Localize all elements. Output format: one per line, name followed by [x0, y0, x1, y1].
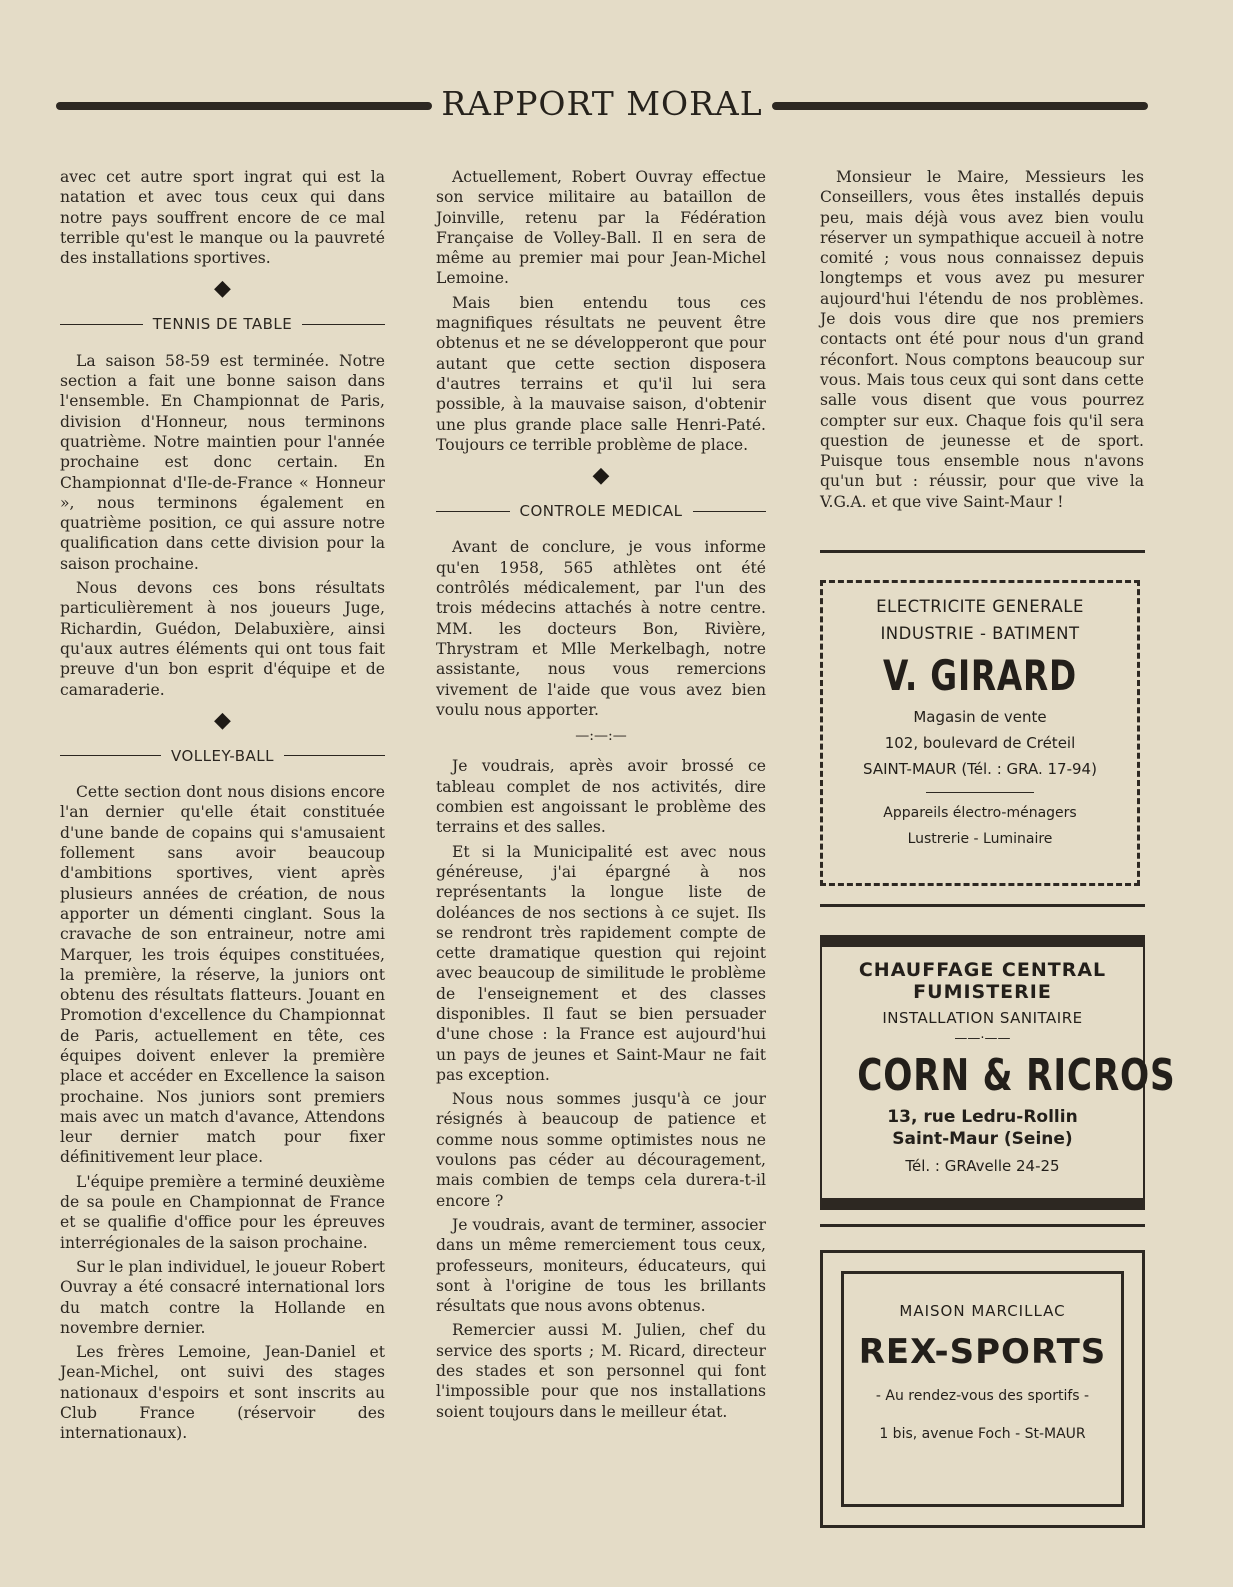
ad-brand-name: REX-SPORTS: [858, 1332, 1107, 1372]
body-paragraph: Je voudrais, avant de terminer, associer dans un même remerciement tous ceux, professeurs, moniteurs, éducateurs, qui sont à l'origine de tous les brillants résultats que nous avons obtenus.: [436, 1215, 766, 1316]
ad-brand-name: CORN & RICROS: [857, 1050, 1176, 1101]
divider: [926, 792, 1034, 793]
ad-line: CHAUFFAGE CENTRAL: [858, 959, 1107, 981]
intro-paragraph: avec cet autre sport ingrat qui est la natation et avec tous ceux qui dans notre pays souffrent encore de ce mal terrible qu'est le manque ou la pauvreté des installations sportives.: [60, 168, 385, 268]
page-title: RAPPORT MORAL: [441, 84, 763, 123]
advertisement-rex-sports: [820, 1250, 1145, 1528]
ad-line: INDUSTRIE - BATIMENT: [880, 624, 1080, 643]
diamond-ornament-icon: ◆: [214, 276, 231, 302]
tennis-paragraph: Nous devons ces bons résultats particulièrement à nos joueurs Juge, Richardin, Guédon, Delabuxière, ainsi qu'aux autres éléments qui ont tous fait preuve d'un bon esprit d'équipe et de camaraderie.: [60, 579, 385, 699]
volley-paragraph: L'équipe première a terminé deuxième de sa poule en Championnat de France et se qualifie d'office pour les épreuves interrégionales de la saison prochaine.: [60, 1172, 385, 1252]
diamond-ornament-icon: ◆: [214, 707, 231, 733]
ad-line: INSTALLATION SANITAIRE: [882, 1009, 1083, 1027]
ad-line: FUMISTERIE: [913, 981, 1052, 1003]
section-heading-tennis: [60, 314, 385, 334]
divider: [820, 904, 1145, 907]
ad-brand-name: V. GIRARD: [882, 651, 1078, 700]
advertisement-corn-ricros: [820, 935, 1176, 1210]
body-paragraph: Nous nous sommes jusqu'à ce jour résignés à beaucoup de patience et comme nous somme optimistes nous ne voulons pas céder au découragement, mais combien de temps cela durera-t-il encore ?: [436, 1090, 766, 1210]
section-title: TENNIS DE TABLE: [152, 315, 293, 334]
ad-slogan: - Au rendez-vous des sportifs -: [875, 1388, 1090, 1404]
ad-line: MAISON MARCILLAC: [899, 1302, 1066, 1320]
ad-inner-frame: [841, 1271, 1124, 1507]
ad-city: Saint-Maur (Seine): [892, 1129, 1073, 1149]
controle-paragraph: Avant de conclure, je vous informe qu'en 1958, 565 athlètes ont été contrôlés médicalement, par l'un des trois médecins attachés à notre centre. MM. les docteurs Bon, Rivière, Thrystram et Mlle Merkelbagh, notre assistante, nous vous remercions vivement de l'aide que vous avez bien voulu nous apporter.: [436, 538, 766, 719]
text-separator: —:—:—: [575, 728, 627, 745]
section-title: CONTROLE MEDICAL: [519, 502, 683, 521]
section-heading-controle: [436, 501, 766, 521]
column-2: [436, 167, 766, 1426]
divider: [820, 550, 1145, 553]
ad-address: 1 bis, avenue Foch - St-MAUR: [879, 1426, 1086, 1442]
divider: [820, 1224, 1145, 1227]
section-title: VOLLEY-BALL: [170, 746, 275, 765]
ad-line: Appareils électro-ménagers: [883, 805, 1077, 821]
column-1: [60, 167, 385, 1448]
page-header: [56, 84, 1148, 128]
ad-address: 102, boulevard de Créteil: [884, 734, 1076, 752]
body-paragraph: Et si la Municipalité est avec nous généreuse, j'ai épargné à nos représentants la longue liste de doléances de nos sections à ce sujet. Ils se rendront très rapidement compte de cette dramatique question qui rejoint avec beaucoup de similitude le problème de l'enseignement et des classes disponibles. Il faut se bien persuader d'une chose : la France est aujourd'hui un pays de jeunes et Saint-Maur ne fait pas exception.: [436, 842, 766, 1084]
body-paragraph: Actuellement, Robert Ouvray effectue son service militaire au bataillon de Joinville, retenu par la Fédération Française de Volley-Ball. Il en sera de même au premier mai pour Jean-Michel Lemoine.: [436, 168, 766, 288]
header-rule-right: [772, 102, 1148, 110]
ad-separator: ——·——: [954, 1031, 1011, 1046]
ad-city-tel: SAINT-MAUR (Tél. : GRA. 17-94): [863, 760, 1097, 778]
closing-paragraph: Monsieur le Maire, Messieurs les Conseillers, vous êtes installés depuis peu, mais déjà vous avez bien voulu réserver un sympathique accueil à notre comité ; vous nous connaissez depuis longtemps et vous avez pu mesurer aujourd'hui l'étendu de nos problèmes. Je dois vous dire que nos premiers contacts ont été pour nous d'un grand réconfort. Nous comptons beaucoup sur vous. Mais tous ceux qui sont dans cette salle vous disent que vous pourrez compter sur eux. Chaque fois qu'il sera question de jeunesse et de sport. Puisque tous ensemble nous n'avons qu'un but : réussir, pour que vive la V.G.A. et que vive Saint-Maur !: [820, 168, 1144, 511]
diamond-ornament-icon: ◆: [592, 463, 610, 489]
ad-border-bar: [820, 1198, 1145, 1210]
ad-border-bar: [820, 935, 1145, 947]
volley-paragraph: Sur le plan individuel, le joueur Robert Ouvray a été consacré international lors du match contre la Hollande en novembre dernier.: [60, 1257, 385, 1337]
ad-line: Magasin de vente: [913, 708, 1047, 726]
ad-tel: Tél. : GRAvelle 24-25: [905, 1157, 1060, 1175]
ad-line: Lustrerie - Luminaire: [907, 831, 1053, 847]
volley-paragraph: Cette section dont nous disions encore l'an dernier qu'elle était constituée d'une bande de copains qui s'amusaient follement sans avoir beaucoup d'ambitions sportives, vient après plusieurs années de création, de nous apporter un démenti cinglant. Sous la cravache de son entraineur, notre ami Marquer, les trois équipes constituées, la première, la réserve, la juniors ont obtenu des résultats flatteurs. Jouant en Promotion d'excellence du Championnat de Paris, actuellement en tête, ces équipes doivent enlever la première place et accéder en Excellence la saison prochaine. Nos juniors sont premiers mais avec un match d'avance, Attendons leur dernier match pour fixer définitivement leur place.: [60, 783, 385, 1167]
header-rule-left: [56, 102, 432, 110]
volley-paragraph: Les frères Lemoine, Jean-Daniel et Jean-Michel, ont suivi des stages nationaux d'espoirs et sont inscrits au Club France (réservoir des internationaux).: [60, 1343, 385, 1443]
column-3: [820, 167, 1144, 516]
tennis-paragraph: La saison 58-59 est terminée. Notre section a fait une bonne saison dans l'ensemble. En Championnat de Paris, division d'Honneur, nous terminons quatrième. Notre maintien pour l'année prochaine est donc certain. En Championnat d'Ile-de-France « Honneur », nous terminons également en quatrième position, ce qui assure notre qualification dans cette division pour la saison prochaine.: [60, 351, 385, 573]
ad-line: ELECTRICITE GENERALE: [876, 597, 1084, 616]
ad-address: 13, rue Ledru-Rollin: [887, 1107, 1078, 1127]
body-paragraph: Je voudrais, après avoir brossé ce tableau complet de nos activités, dire combien est angoissant le problème des terrains et des salles.: [436, 757, 766, 837]
section-heading-volley: [60, 746, 385, 766]
advertisement-girard: [820, 580, 1140, 886]
body-paragraph: Mais bien entendu tous ces magnifiques résultats ne peuvent être obtenus et ne se développeront que pour autant que cette section disposera d'autres terrains et qu'il lui sera possible, à la mauvaise saison, d'obtenir une plus grande place salle Henri-Paté. Toujours ce terrible problème de place.: [436, 293, 766, 454]
body-paragraph: Remercier aussi M. Julien, chef du service des sports ; M. Ricard, directeur des stades et son personnel qui font l'impossible pour que nos installations soient toujours dans le meilleur état.: [436, 1321, 766, 1421]
